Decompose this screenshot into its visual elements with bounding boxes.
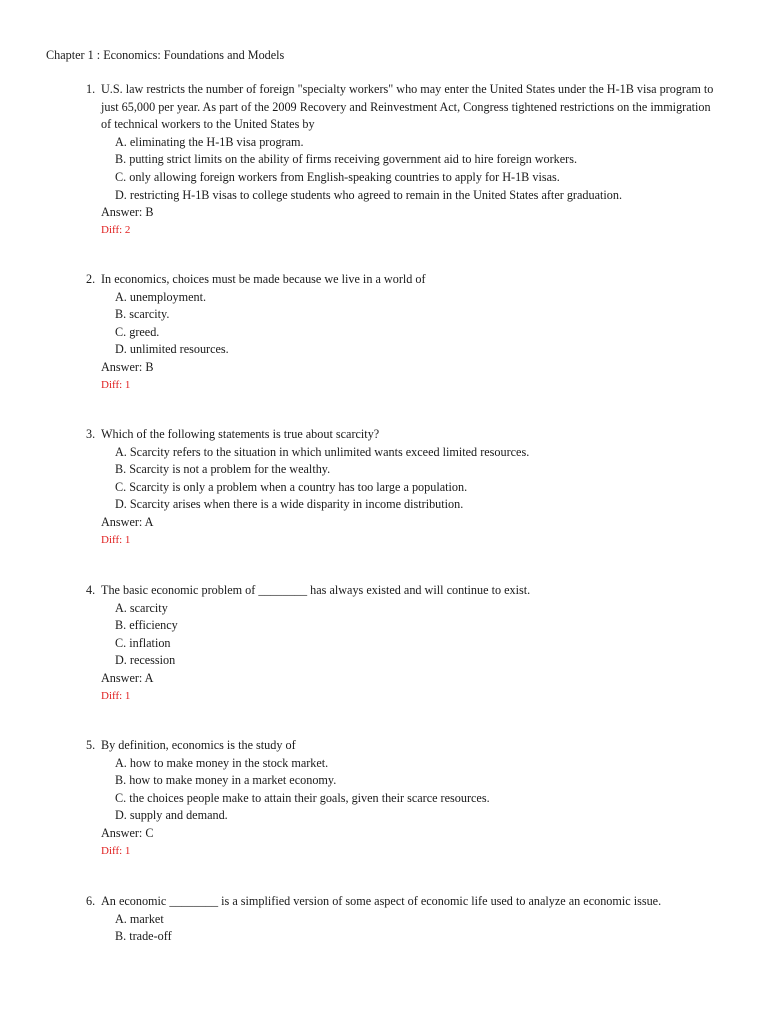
difficulty-label: Diff: 1 bbox=[101, 844, 131, 857]
option-c: C. only allowing foreign workers from English-speaking countries to apply for H-1B visas. bbox=[115, 169, 560, 184]
option-a: A. unemployment. bbox=[115, 289, 207, 304]
question-text: By definition, economics is the study of bbox=[101, 738, 296, 752]
question-4 bbox=[86, 582, 716, 704]
option-c: C. inflation bbox=[115, 635, 171, 650]
option-b: B. how to make money in a market economy. bbox=[115, 773, 337, 788]
option-d: D. supply and demand. bbox=[115, 808, 228, 823]
question-number: 4. bbox=[86, 583, 96, 597]
question-stem bbox=[86, 81, 716, 134]
difficulty-label: Diff: 2 bbox=[101, 223, 131, 236]
option-b: B. putting strict limits on the ability of firms receiving government aid to hire foreign workers. bbox=[115, 152, 578, 167]
question-2 bbox=[86, 271, 716, 393]
option-d: D. recession bbox=[115, 653, 176, 668]
question-number: 2. bbox=[86, 272, 96, 286]
answer-options bbox=[115, 289, 716, 359]
option-c: C. Scarcity is only a problem when a country has too large a population. bbox=[115, 479, 468, 494]
question-stem bbox=[86, 582, 716, 600]
question-number: 5. bbox=[86, 738, 96, 752]
option-a: A. market bbox=[115, 911, 164, 926]
difficulty-label: Diff: 1 bbox=[101, 378, 131, 391]
question-3 bbox=[86, 426, 716, 548]
option-c: C. the choices people make to attain their goals, given their scarce resources. bbox=[115, 790, 490, 805]
option-d: D. Scarcity arises when there is a wide disparity in income distribution. bbox=[115, 497, 464, 512]
answer-line: Answer: B bbox=[101, 359, 154, 374]
answer-line: Answer: A bbox=[101, 514, 154, 529]
option-a: A. scarcity bbox=[115, 600, 168, 615]
answer-options bbox=[115, 600, 716, 670]
option-b: B. trade-off bbox=[115, 929, 172, 944]
answer-options bbox=[115, 134, 716, 204]
question-number: 3. bbox=[86, 427, 96, 441]
answer-options bbox=[115, 444, 716, 514]
question-stem bbox=[86, 737, 716, 755]
option-a: A. how to make money in the stock market. bbox=[115, 755, 329, 770]
question-text: Which of the following statements is true about scarcity? bbox=[101, 427, 380, 441]
answer-options bbox=[115, 755, 716, 825]
question-stem bbox=[86, 893, 716, 911]
option-a: A. eliminating the H-1B visa program. bbox=[115, 134, 304, 149]
option-b: B. Scarcity is not a problem for the wealthy. bbox=[115, 462, 331, 477]
answer-options bbox=[115, 911, 716, 946]
chapter-title: Chapter 1 : Economics: Foundations and Models bbox=[46, 48, 285, 62]
option-b: B. scarcity. bbox=[115, 307, 170, 322]
question-5 bbox=[86, 737, 716, 859]
difficulty-label: Diff: 1 bbox=[101, 689, 131, 702]
answer-line: Answer: A bbox=[101, 670, 154, 685]
question-stem bbox=[86, 426, 716, 444]
answer-line: Answer: C bbox=[101, 825, 154, 840]
question-text: The basic economic problem of ________ has always existed and will continue to exist. bbox=[101, 583, 531, 597]
question-text: In economics, choices must be made because we live in a world of bbox=[101, 272, 426, 286]
question-text: U.S. law restricts the number of foreign "specialty workers" who may enter the United States under the H-1B visa program to just 65,000 per year. As part of the 2009 Recovery and Reinvestment Act, Congress tightened restrictions on the immigration of technical workers to the United States by bbox=[101, 82, 714, 132]
option-b: B. efficiency bbox=[115, 618, 178, 633]
question-6 bbox=[86, 893, 716, 946]
question-number: 1. bbox=[86, 82, 96, 96]
question-stem bbox=[86, 271, 716, 289]
option-c: C. greed. bbox=[115, 324, 160, 339]
difficulty-label: Diff: 1 bbox=[101, 533, 131, 546]
option-d: D. restricting H-1B visas to college students who agreed to remain in the United States after graduation. bbox=[115, 187, 623, 202]
question-1 bbox=[86, 81, 716, 238]
question-text: An economic ________ is a simplified version of some aspect of economic life used to analyze an economic issue. bbox=[101, 894, 662, 908]
answer-line: Answer: B bbox=[101, 205, 154, 220]
option-d: D. unlimited resources. bbox=[115, 342, 229, 357]
option-a: A. Scarcity refers to the situation in which unlimited wants exceed limited resources. bbox=[115, 444, 530, 459]
question-number: 6. bbox=[86, 894, 96, 908]
